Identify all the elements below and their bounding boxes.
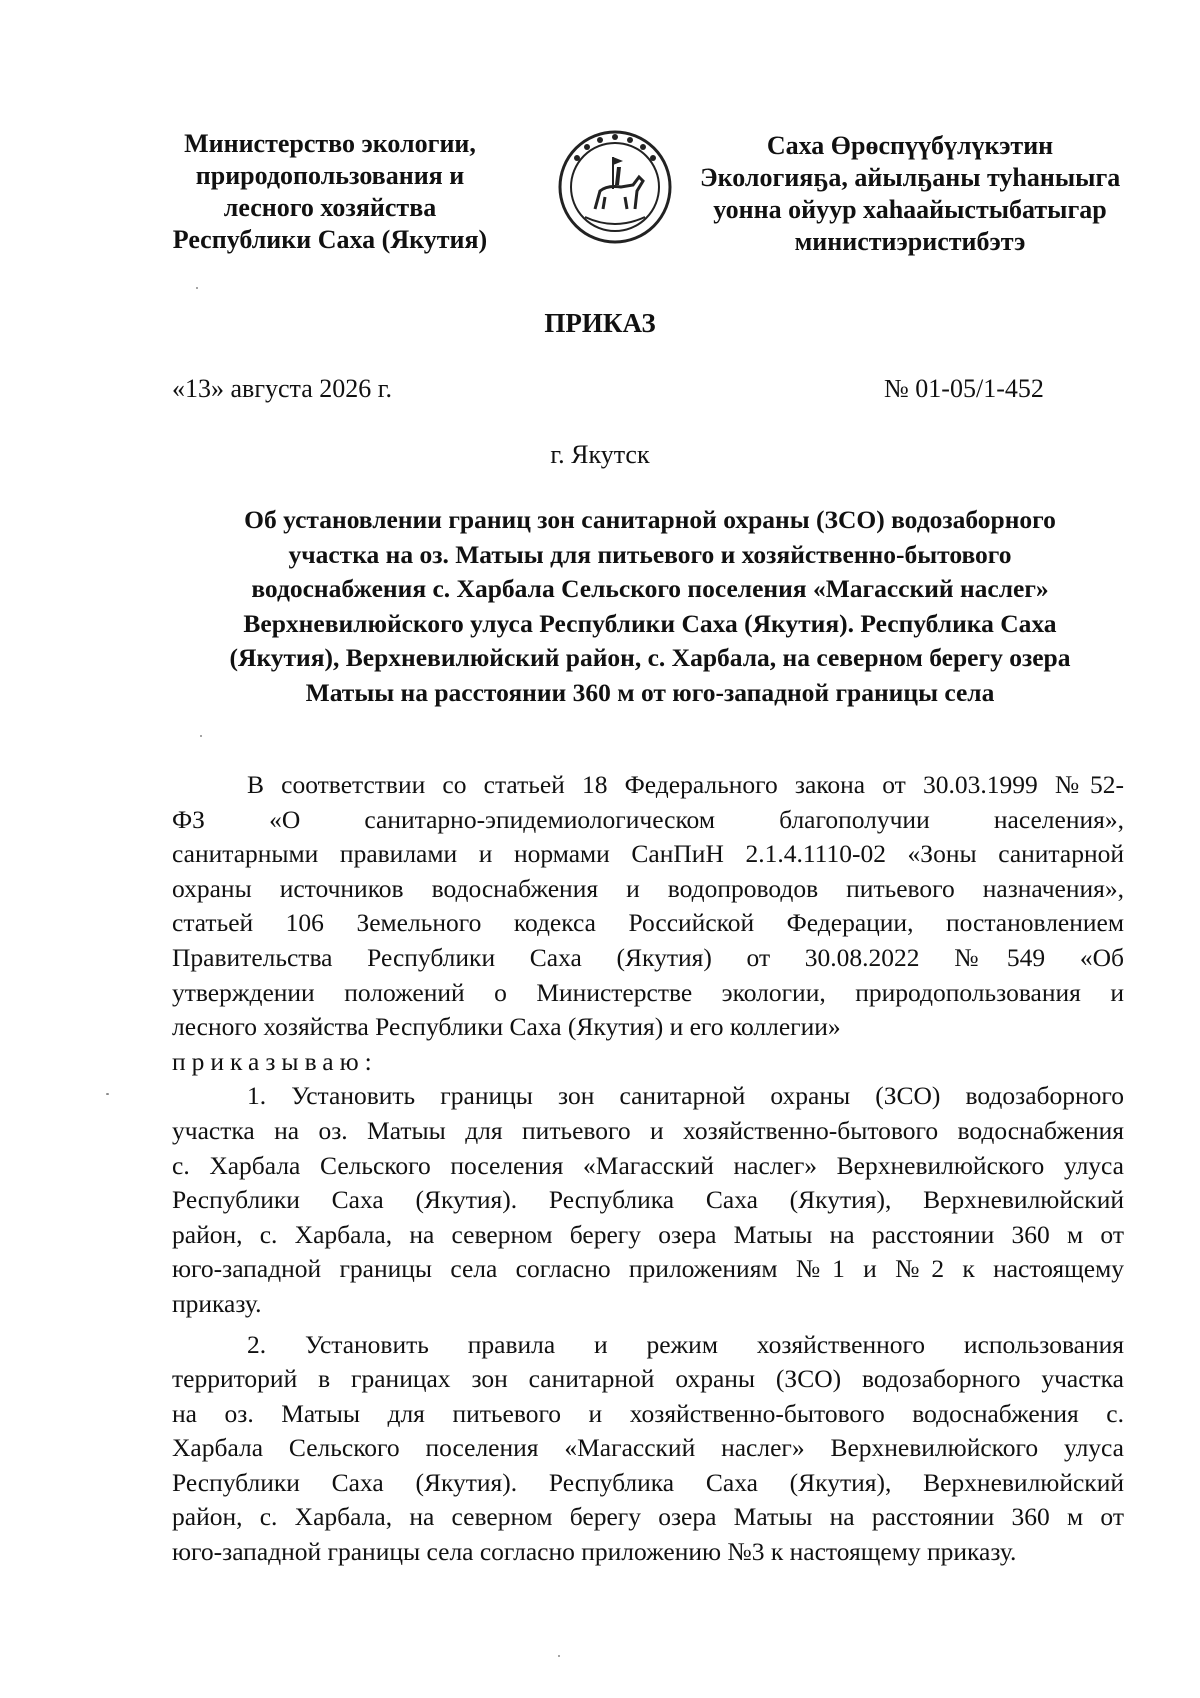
subject-line: водоснабжения с. Харбала Сельского поселения «Магасский наслег» xyxy=(251,574,1049,604)
preamble-line: лесного хозяйства Республики Саха (Якутия) и его коллегии» xyxy=(172,1012,841,1042)
ministry-name-ru-line: лесного хозяйства xyxy=(223,193,437,222)
preamble-line: Правительства Республики Саха (Якутия) от 30.08.2022 №549 «Об xyxy=(172,942,1124,972)
ministry-name-sakha-line: министиэристибэтэ xyxy=(794,227,1026,256)
ministry-name-ru-line: Республики Саха (Якутия) xyxy=(172,225,488,254)
ministry-name-ru-line: природопользования и xyxy=(195,161,465,190)
preamble-line: статьей 106 Земельного кодекса Российской Федерации, постановлением xyxy=(172,908,1124,938)
preamble-line: охраны источников водоснабжения и водопроводов питьевого назначения», xyxy=(172,873,1124,903)
preamble-line: утверждении положений о Министерстве экологии, природопользования и xyxy=(172,977,1124,1007)
preamble-paragraph xyxy=(172,768,1124,1045)
item2-line: юго-западной границы села согласно приложению №3 к настоящему приказу. xyxy=(172,1537,1017,1567)
item2-line: на оз. Матыы для питьевого и хозяйственно-бытового водоснабжения с. xyxy=(172,1398,1124,1428)
ministry-name-sakha-line: уонна ойуур хаһаайыстыбатыгар xyxy=(713,195,1107,224)
ministry-name-ru xyxy=(150,128,510,256)
ministry-name-sakha-line: Саха Өрөспүүбүлүкэтин xyxy=(766,131,1054,160)
item1-line: приказу. xyxy=(172,1288,262,1318)
order-item-1 xyxy=(172,1079,1124,1321)
item2-line: территорий в границах зон санитарной охраны (ЗСО) водозаборного участка xyxy=(172,1364,1124,1394)
subject-line: (Якутия), Верхневилюйский район, с. Харбала, на северном берегу озера xyxy=(229,643,1071,673)
document-body xyxy=(172,768,1124,1570)
item1-line: 1. Установить границы зон санитарной охраны (ЗСО) водозаборного xyxy=(247,1081,1124,1111)
item1-line: Республики Саха (Якутия). Республика Саха (Якутия), Верхневилюйский xyxy=(172,1185,1124,1215)
ministry-name-sakha-line: Экологияҕа, айылҕаны туһаныыга xyxy=(700,163,1121,192)
subject-line: Верхневилюйского улуса Республики Саха (Якутия). Республика Саха xyxy=(243,608,1057,638)
item2-line: Республики Саха (Якутия). Республика Саха (Якутия), Верхневилюйский xyxy=(172,1467,1124,1497)
preamble-line: ФЗ «О санитарно-эпидемиологическом благополучии населения», xyxy=(172,804,1124,834)
item2-line: 2. Установить правила и режим хозяйственного использования xyxy=(247,1329,1124,1359)
subject-line: Матыы на расстоянии 360 м от юго-западной границы села xyxy=(305,677,995,707)
ministry-name-sakha xyxy=(700,130,1120,258)
coat-of-arms-icon xyxy=(555,127,675,247)
document-city: г. Якутск xyxy=(550,440,650,469)
item1-line: район, с. Харбала, на северном берегу озера Матыы на расстоянии 360 м от xyxy=(172,1219,1124,1249)
preamble-line: В соответствии со статьей 18 Федерального закона от 30.03.1999 №52- xyxy=(247,770,1124,799)
document-date: «13» августа 2026 г. xyxy=(172,374,392,403)
document-subject xyxy=(170,503,1130,711)
item1-line: с. Харбала Сельского поселения «Магасский наслег» Верхневилюйского улуса xyxy=(172,1150,1124,1180)
subject-line: участка на оз. Матыы для питьевого и хозяйственно-бытового xyxy=(288,539,1012,569)
order-word: приказываю: xyxy=(172,1046,378,1076)
preamble-line: санитарными правилами и нормами СанПиН 2.1.4.1110-02 «Зоны санитарной xyxy=(172,839,1124,869)
ministry-name-ru-line: Министерство экологии, xyxy=(184,129,476,158)
item1-line: юго-западной границы села согласно приложениям №1 и №2 к настоящему xyxy=(172,1254,1124,1284)
order-item-2 xyxy=(172,1328,1124,1570)
item2-line: район, с. Харбала, на северном берегу озера Матыы на расстоянии 360 м от xyxy=(172,1502,1124,1532)
item2-line: Харбала Сельского поселения «Магасский наслег» Верхневилюйского улуса xyxy=(172,1433,1124,1463)
document-number: № 01-05/1-452 xyxy=(884,374,1044,403)
subject-line: Об установлении границ зон санитарной охраны (ЗСО) водозаборного xyxy=(244,505,1056,534)
item1-line: участка на оз. Матыы для питьевого и хозяйственно-бытового водоснабжения xyxy=(172,1115,1124,1145)
document-title: ПРИКАЗ xyxy=(544,308,656,338)
